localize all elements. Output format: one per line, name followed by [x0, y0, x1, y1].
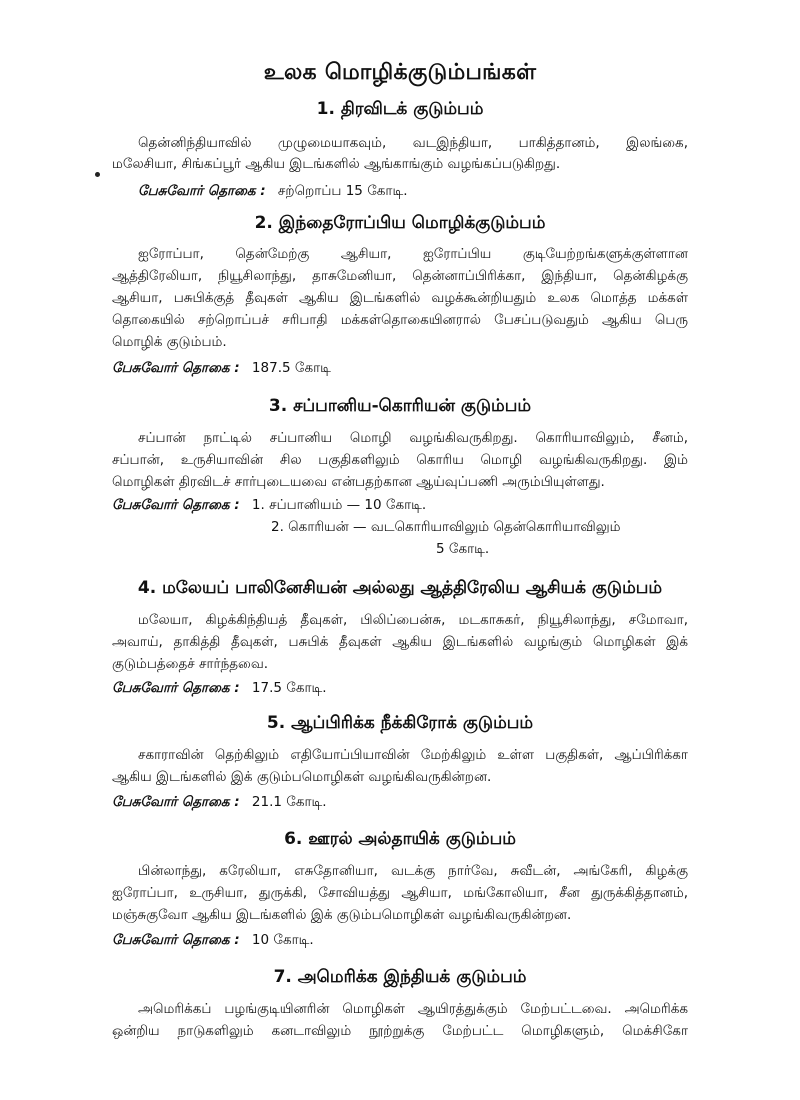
section-2-line-3: ஆசியா, பசுபிக்குத் தீவுகள் ஆகிய இடங்களில் வழக்கூன்றியதும் உலக மொத்த மக்கள்	[112, 290, 688, 306]
speakers-value: 17.5 கோடி.	[251, 680, 327, 696]
page-title: உலக மொழிக்குடும்பங்கள்	[263, 60, 537, 85]
section-5-line-1: சகாராவின் தெற்கிலும் எதியோப்பியாவின் மேற்கிலும் உள்ள பகுதிகள், ஆப்பிரிக்கா	[138, 747, 688, 763]
section-6-heading: 6. ஊரல் அல்தாயிக் குடும்பம்	[284, 829, 516, 849]
section-3-line-1: சப்பான் நாட்டில் சப்பானிய மொழி வழங்கிவருகிறது. கொரியாவிலும், சீனம்,	[138, 430, 688, 446]
section-7-line-1: அமெரிக்கப் பழங்குடியினரின் மொழிகள் ஆயிரத்துக்கும் மேற்பட்டவை. அமெரிக்க	[138, 1001, 688, 1017]
speakers-value: சற்றொப்ப 15 கோடி.	[277, 183, 408, 199]
section-5-speakers	[112, 794, 327, 812]
speakers-value: 21.1 கோடி.	[251, 794, 327, 810]
section-6-line-3: மஞ்சுகுவோ ஆகிய இடங்களில் இக் குடும்பமொழிகள் வழங்கிவருகின்றன.	[112, 907, 572, 923]
section-2-line-1: ஐரோப்பா, தென்மேற்கு ஆசியா, ஐரோப்பிய குடியேற்றங்களுக்குள்ளான	[138, 246, 688, 262]
section-3-line-2: சப்பான், உருசியாவின் சில பகுதிகளிலும் கொரிய மொழி வழங்கிவருகிறது. இம்	[112, 452, 688, 468]
section-2-line-2: ஆத்திரேலியா, நியூசிலாந்து, தாசுமேனியா, தென்னாப்பிரிக்கா, இந்தியா, தென்கிழக்கு	[112, 268, 688, 284]
speakers-label: பேசுவோர் தொகை :	[112, 360, 240, 376]
section-6-speakers	[112, 932, 314, 950]
speakers-item-2-cont: 5 கோடி.	[436, 541, 490, 557]
section-3-line-3: மொழிகள் திரவிடச் சார்புடையவை என்பதற்கான ஆய்வுப்பணி அரும்பியுள்ளது.	[112, 474, 605, 490]
section-1-heading: 1. திரவிடக் குடும்பம்	[316, 99, 484, 119]
speakers-label: பேசுவோர் தொகை :	[112, 680, 240, 696]
section-4-line-2: அவாய், தாகித்தி தீவுகள், பசுபிக் தீவுகள் ஆகிய இடங்களில் வழங்கும் மொழிகள் இக்	[112, 634, 688, 650]
speakers-label: பேசுவோர் தொகை :	[138, 183, 266, 199]
section-6-line-1: பின்லாந்து, கரேலியா, எசுதோனியா, வடக்கு நார்வே, சுவீடன், அங்கேரி, கிழக்கு	[138, 863, 688, 879]
scan-speck	[95, 172, 100, 177]
section-5-heading: 5. ஆப்பிரிக்க நீக்கிரோக் குடும்பம்	[266, 713, 534, 733]
section-3-heading: 3. சப்பானிய-கொரியன் குடும்பம்	[268, 396, 532, 416]
section-4-heading: 4. மலேயப் பாலினேசியன் அல்லது ஆத்திரேலிய ஆசியக் குடும்பம்	[137, 578, 663, 598]
speakers-item-1: 1. சப்பானியம் — 10 கோடி.	[251, 497, 427, 513]
section-6-line-2: ஐரோப்பா, உருசியா, துருக்கி, சோவியத்து ஆசியா, மங்கோலியா, சீன துருக்கித்தானம்,	[112, 885, 688, 901]
section-7-heading: 7. அமெரிக்க இந்தியக் குடும்பம்	[273, 967, 527, 987]
speakers-label: பேசுவோர் தொகை :	[112, 497, 240, 513]
speakers-value: 10 கோடி.	[251, 932, 314, 948]
speakers-value: 187.5 கோடி	[251, 360, 331, 376]
section-4-speakers	[112, 680, 327, 698]
section-2-line-4: தொகையில் சற்றொப்பச் சரிபாதி மக்கள்தொகையினரால் பேசப்படுவதும் ஆகிய பெரு	[112, 312, 688, 328]
section-1-line-2: மலேசியா, சிங்கப்பூர் ஆகிய இடங்களில் ஆங்காங்கும் வழங்கப்படுகிறது.	[112, 156, 561, 172]
section-4-line-1: மலேயா, கிழக்கிந்தியத் தீவுகள், பிலிப்பைன்சு, மடகாசுகர், நியூசிலாந்து, சமோவா,	[138, 612, 688, 628]
speakers-label: பேசுவோர் தொகை :	[112, 794, 240, 810]
section-2-heading: 2. இந்தைரோப்பிய மொழிக்குடும்பம்	[254, 213, 546, 233]
section-4-line-3: குடும்பத்தைச் சார்ந்தவை.	[112, 656, 269, 672]
section-3-speakers	[112, 497, 426, 515]
speakers-item-2: 2. கொரியன் — வடகொரியாவிலும் தென்கொரியாவிலும்	[271, 519, 621, 535]
section-1-speakers	[138, 183, 408, 201]
section-1-line-1: தென்னிந்தியாவில் முழுமையாகவும், வடஇந்தியா, பாகித்தானம், இலங்கை,	[138, 135, 688, 151]
section-7-line-2: ஒன்றிய நாடுகளிலும் கனடாவிலும் நூற்றுக்கு மேற்பட்ட மொழிகளும், மெக்சிகோ	[112, 1023, 688, 1039]
section-2-speakers	[112, 360, 331, 378]
speakers-label: பேசுவோர் தொகை :	[112, 932, 240, 948]
section-5-line-2: ஆகிய இடங்களில் இக் குடும்பமொழிகள் வழங்கிவருகின்றன.	[112, 769, 492, 785]
section-2-line-5: மொழிக் குடும்பம்.	[112, 334, 227, 350]
